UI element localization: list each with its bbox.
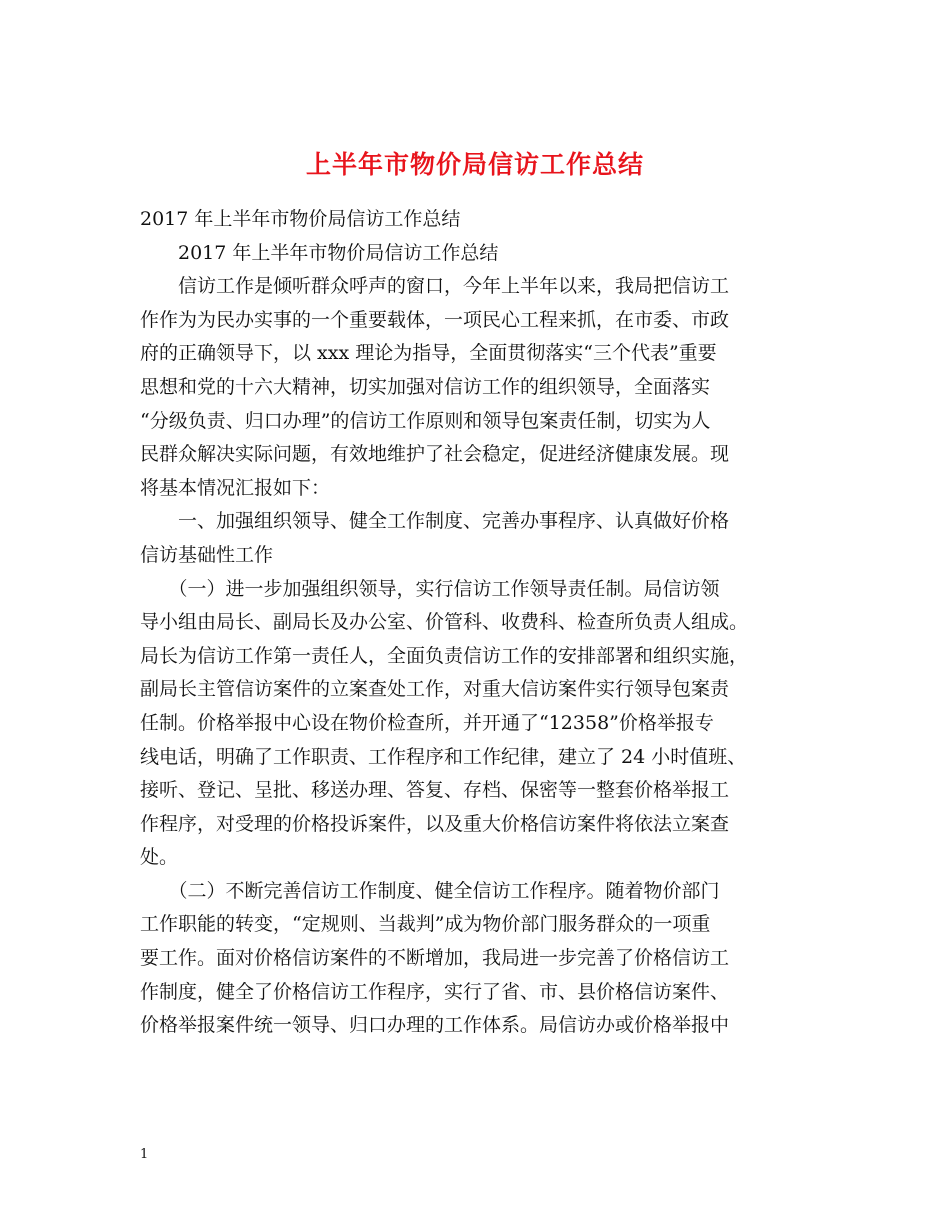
body-line: 价格举报案件统一领导、归口办理的工作体系。局信访办或价格举报中 — [140, 1014, 730, 1037]
body-line: 任制。价格举报中心设在物价检查所，并开通了“12358”价格举报专 — [140, 711, 714, 734]
body-line: 接听、登记、呈批、移送办理、答复、存档、保密等一整套价格举报工 — [140, 779, 730, 802]
body-line: 信访基础性工作 — [140, 543, 274, 566]
body-line: 一、加强组织领导、健全工作制度、完善办事程序、认真做好价格 — [140, 510, 730, 533]
body-line: 工作职能的转变，“定规则、当裁判”成为物价部门服务群众的一项重 — [140, 913, 711, 936]
body-line: 府的正确领导下，以 xxx 理论为指导，全面贯彻落实“三个代表”重要 — [140, 342, 717, 365]
body-line: 将基本情况汇报如下： — [140, 476, 331, 499]
body-line: 信访工作是倾听群众呼声的窗口，今年上半年以来，我局把信访工 — [140, 275, 730, 298]
page-number: 1 — [140, 1147, 149, 1162]
body-line: 作作为为民办实事的一个重要载体，一项民心工程来抓，在市委、市政 — [140, 308, 730, 331]
body-line: （一）进一步加强组织领导，实行信访工作领导责任制。局信访领 — [140, 577, 720, 600]
body-line: 2017 年上半年市物价局信访工作总结 — [140, 208, 461, 230]
body-line: 副局长主管信访案件的立案查处工作，对重大信访案件实行领导包案责 — [140, 678, 730, 701]
body-line: 线电话，明确了工作职责、工作程序和工作纪律，建立了 24 小时值班、 — [140, 745, 747, 768]
body-line: 局长为信访工作第一责任人，全面负责信访工作的安排部署和组织实施， — [140, 644, 749, 667]
body-line: 作制度，健全了价格信访工作程序，实行了省、市、县价格信访案件、 — [140, 980, 730, 1003]
body-line: 民群众解决实际问题，有效地维护了社会稳定，促进经济健康发展。现 — [140, 443, 730, 466]
document-body — [140, 203, 820, 1043]
body-line: 2017 年上半年市物价局信访工作总结 — [140, 241, 499, 264]
body-line: （二）不断完善信访工作制度、健全信访工作程序。随着物价部门 — [140, 879, 720, 902]
body-line: 要工作。面对价格信访案件的不断增加，我局进一步完善了价格信访工 — [140, 947, 730, 970]
body-line: 导小组由局长、副局长及办公室、价管科、收费科、检查所负责人组成。 — [140, 611, 749, 634]
document-title: 上半年市物价局信访工作总结 — [305, 149, 644, 179]
body-line: 思想和党的十六大精神，切实加强对信访工作的组织领导，全面落实 — [140, 375, 711, 398]
body-line: “分级负责、归口办理”的信访工作原则和领导包案责任制，切实为人 — [140, 409, 711, 432]
body-line: 作程序，对受理的价格投诉案件，以及重大价格信访案件将依法立案查 — [140, 812, 730, 835]
body-line: 处。 — [140, 846, 179, 869]
